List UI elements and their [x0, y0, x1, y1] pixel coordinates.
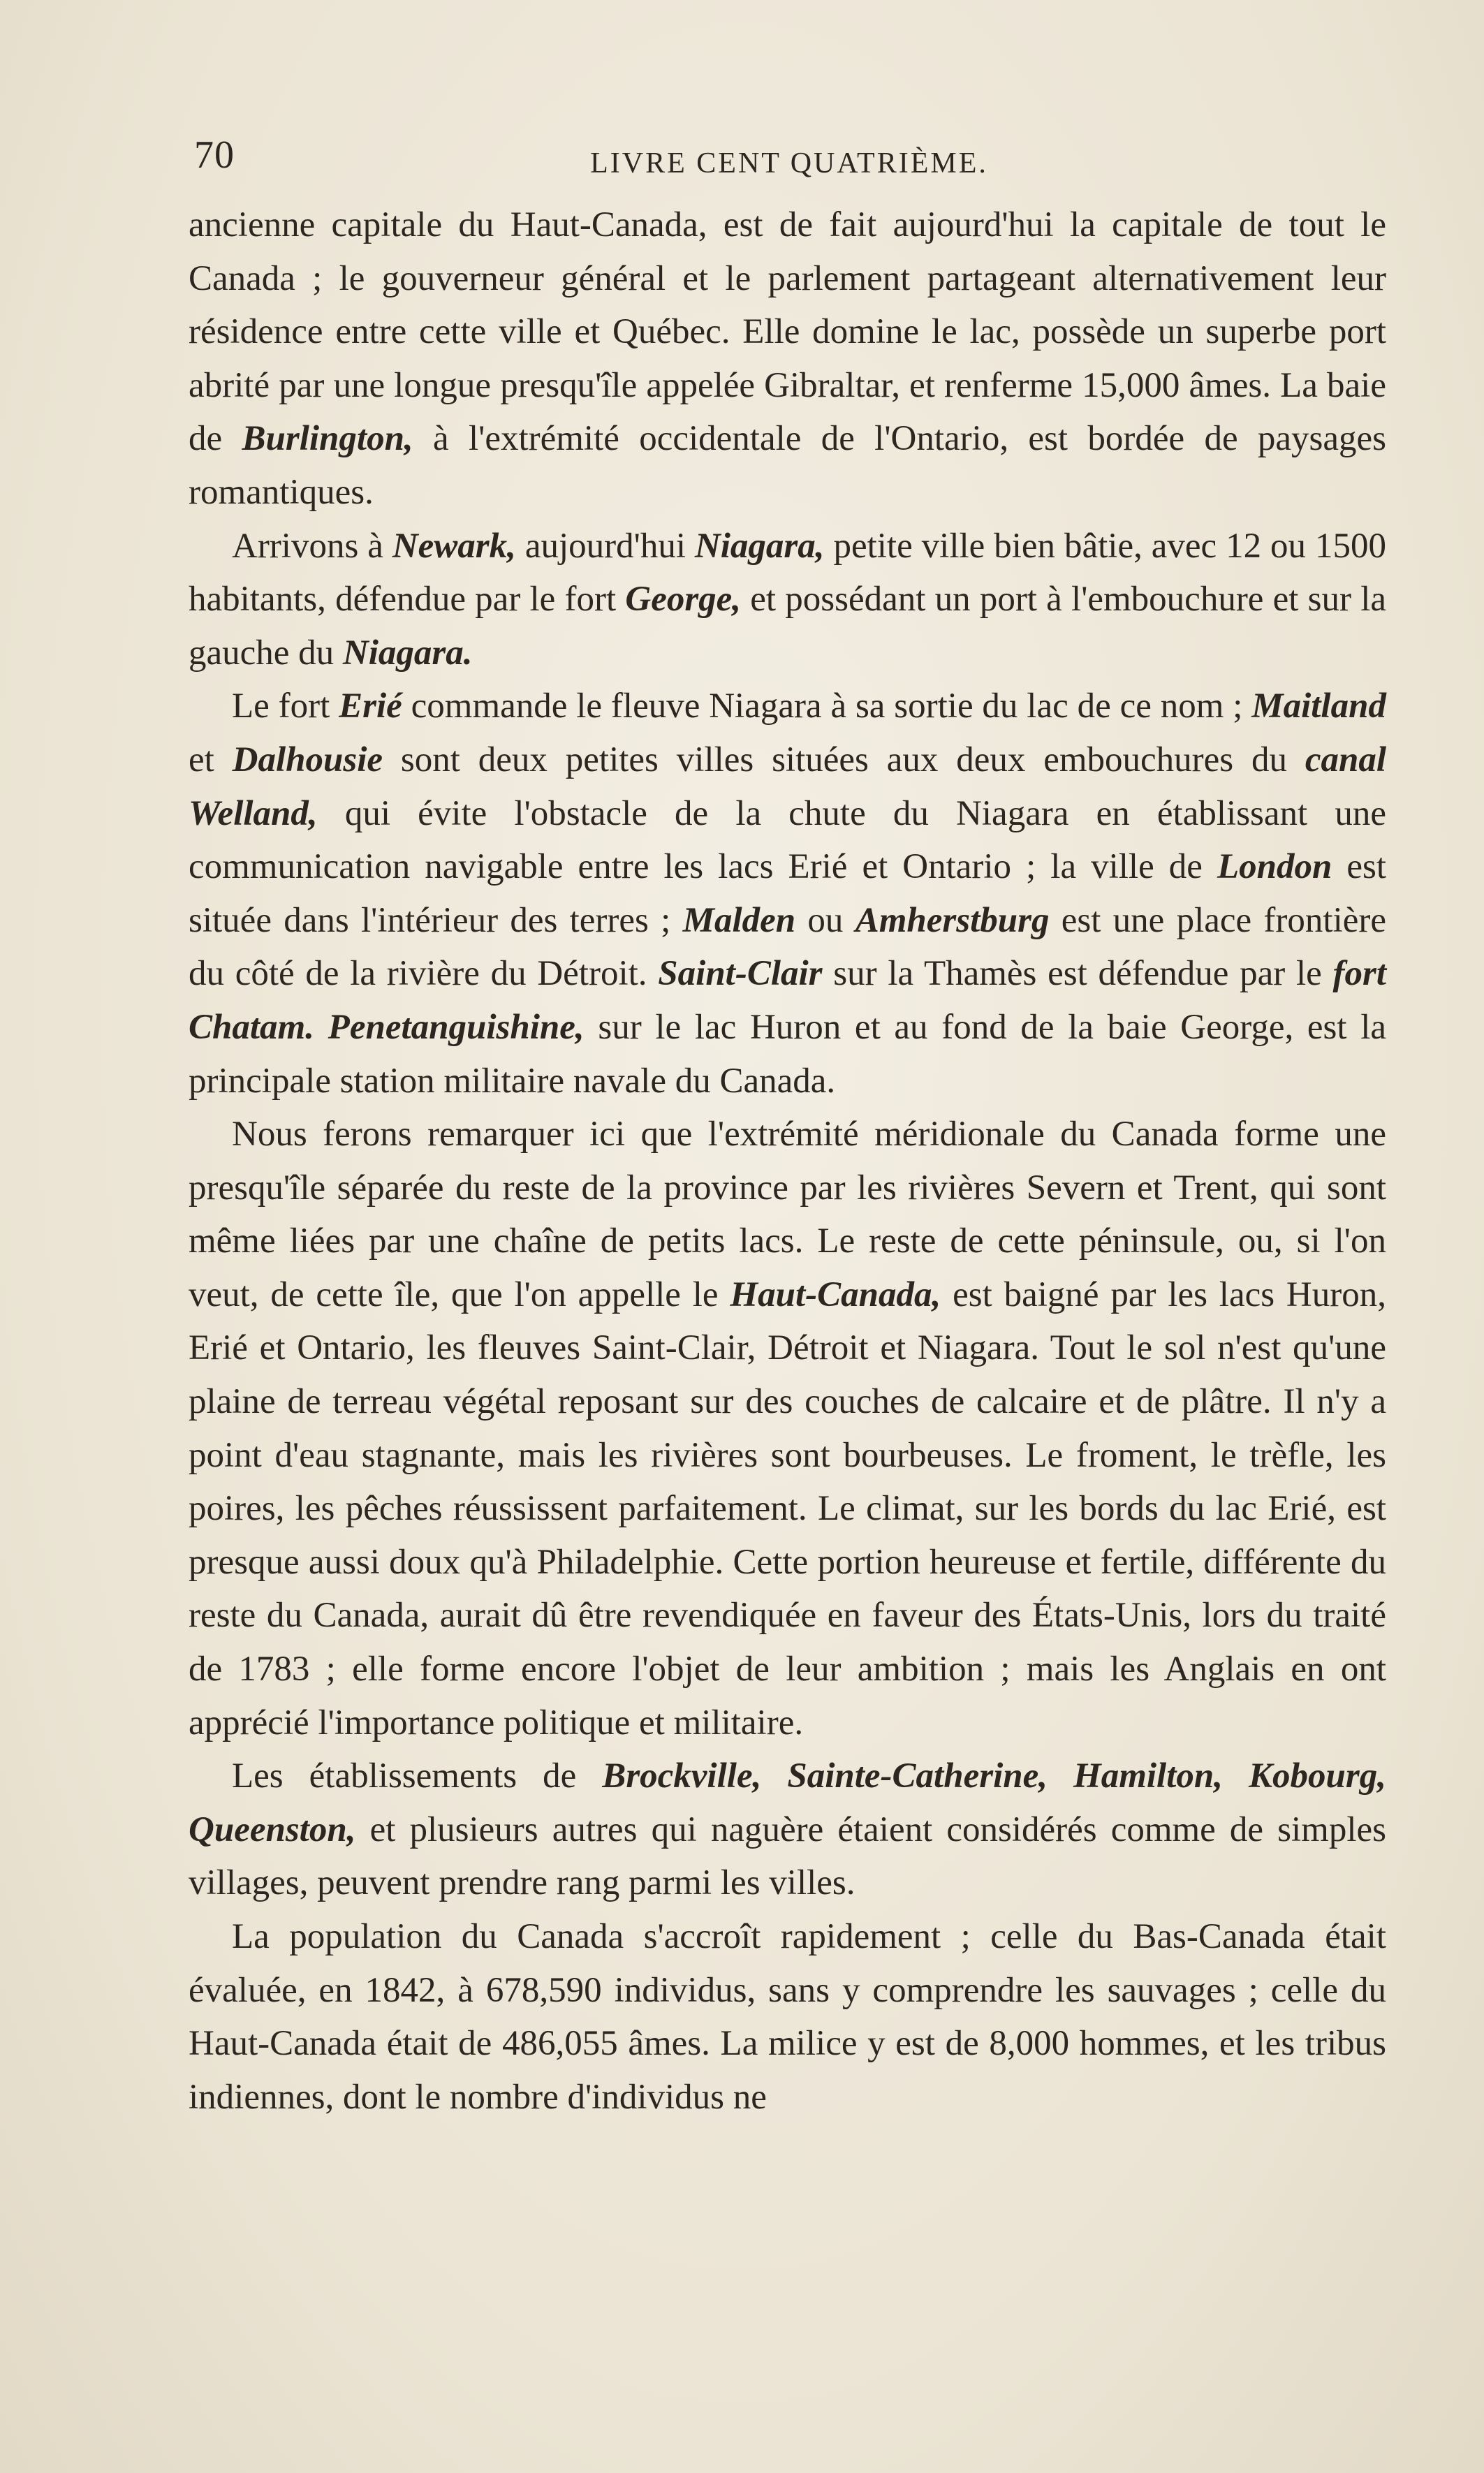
text-run: commande le fleuve Niagara à sa sortie du lac de ce nom ; — [402, 687, 1252, 726]
italic-name: Burlington, — [242, 419, 413, 459]
text-run: Le fort — [232, 687, 339, 726]
italic-name: Niagara. — [342, 633, 473, 673]
italic-name: Amherstburg — [855, 900, 1050, 940]
text-run — [314, 1008, 328, 1047]
italic-name: George, — [625, 580, 742, 619]
paragraph — [189, 1910, 1386, 2124]
paragraph — [189, 680, 1386, 1108]
text-run: La population du Canada s'accroît rapidement ; celle du Bas-Canada était évaluée, en 1842, à 678,590 individus, sans y comprendre les sauvages ; celle du Haut-Canada était de 486,055 âmes. La milice y est de 8,000 hommes, et les tribus indiennes, dont le nombre d'individus ne — [189, 1917, 1386, 2117]
text-run: petite ville bien bâtie, avec 12 ou 1500 habitants, défendue par le fort — [189, 526, 1386, 619]
page-number: 70 — [194, 133, 235, 177]
italic-name: Brockville, Sainte-Catherine, Hamilton, Kobourg, Queenston, — [189, 1756, 1386, 1849]
paragraph — [189, 1749, 1386, 1910]
text-run: et plusieurs autres qui naguère étaient considérés comme de simples villages, peuvent prendre rang parmi les villes. — [189, 1810, 1386, 1903]
text-run: Les établissements de — [232, 1756, 603, 1796]
text-run: et — [189, 740, 233, 779]
text-run: et possédant un port à l'embouchure et sur la gauche du — [189, 580, 1386, 673]
text-run: sont deux petites villes situées aux deux embouchures du — [383, 740, 1305, 779]
text-run: ancienne capitale du Haut-Canada, est de fait aujourd'hui la capitale de tout le Canada ; le gouverneur général et le parlement partageant alternativement leur résidence entre cette ville et Québec. Elle domine le lac, possède un superbe port abrité par une longue presqu'île appelée Gibraltar, et renferme 15,000 âmes. La baie de — [189, 205, 1386, 459]
running-title: LIVRE CENT QUATRIÈME. — [590, 147, 988, 179]
text-run: sur le lac Huron et au fond de la baie George, est la principale station militaire navale du Canada. — [189, 1007, 1387, 1101]
text-run: Arrivons à — [232, 526, 392, 566]
italic-name: Maitland — [1251, 687, 1386, 726]
italic-name: Haut-Canada, — [730, 1275, 941, 1314]
body-text — [189, 198, 1386, 2124]
text-run: est baigné par les lacs Huron, Erié et Ontario, les fleuves Saint-Clair, Détroit et Niagara. Tout le sol n'est qu'une plaine de terreau végétal reposant sur des couches de calcaire et de plâtre. Il n'y a point d'eau stagnante, mais les rivières sont bourbeuses. Le froment, le trèfle, les poires, les pêches réussissent parfaitement. Le climat, sur les bords du lac Erié, est presque aussi doux qu'à Philadelphie. Cette portion heureuse et fertile, différente du reste du Canada, aurait dû être revendiquée en faveur des États-Unis, lors du traité de 1783 ; elle forme encore l'objet de leur ambition ; mais les Anglais en ont apprécié l'importance politique et militaire. — [189, 1275, 1386, 1742]
paragraph — [189, 1108, 1386, 1749]
paragraph — [189, 520, 1386, 680]
paragraph — [189, 198, 1386, 520]
italic-name: fort Chatam. — [189, 954, 1386, 1047]
italic-name: London — [1217, 847, 1332, 887]
text-run: est située dans l'intérieur des terres ; — [189, 847, 1387, 940]
italic-name: Malden — [682, 900, 796, 940]
italic-name: Niagara, — [694, 526, 825, 566]
page-header — [189, 124, 1390, 187]
text-run: est une place frontière du côté de la rivière du Détroit. — [189, 900, 1386, 994]
italic-name: Erié — [339, 687, 402, 726]
text-run: ou — [795, 900, 855, 940]
text-run: Nous ferons remarquer ici que l'extrémité méridionale du Canada forme une presqu'île séparée du reste de la province par les rivières Severn et Trent, qui sont même liées par une chaîne de petits lacs. Le reste de cette péninsule, ou, si l'on veut, de cette île, que l'on appelle le — [189, 1115, 1386, 1314]
italic-name: Penetanguishine, — [328, 1007, 585, 1047]
text-run: qui évite l'obstacle de la chute du Niagara en établissant une communication navigable entre les lacs Erié et Ontario ; la ville de — [189, 793, 1386, 887]
italic-name: Newark, — [392, 526, 516, 566]
text-run: aujourd'hui — [515, 526, 695, 566]
text-run: sur la Thamès est défendue par le — [822, 954, 1333, 994]
text-run: à l'extrémité occidentale de l'Ontario, est bordée de paysages romantiques. — [189, 419, 1387, 512]
italic-name: Dalhousie — [232, 740, 383, 779]
italic-name: canal Welland, — [189, 740, 1387, 833]
italic-name: Saint-Clair — [658, 954, 823, 994]
